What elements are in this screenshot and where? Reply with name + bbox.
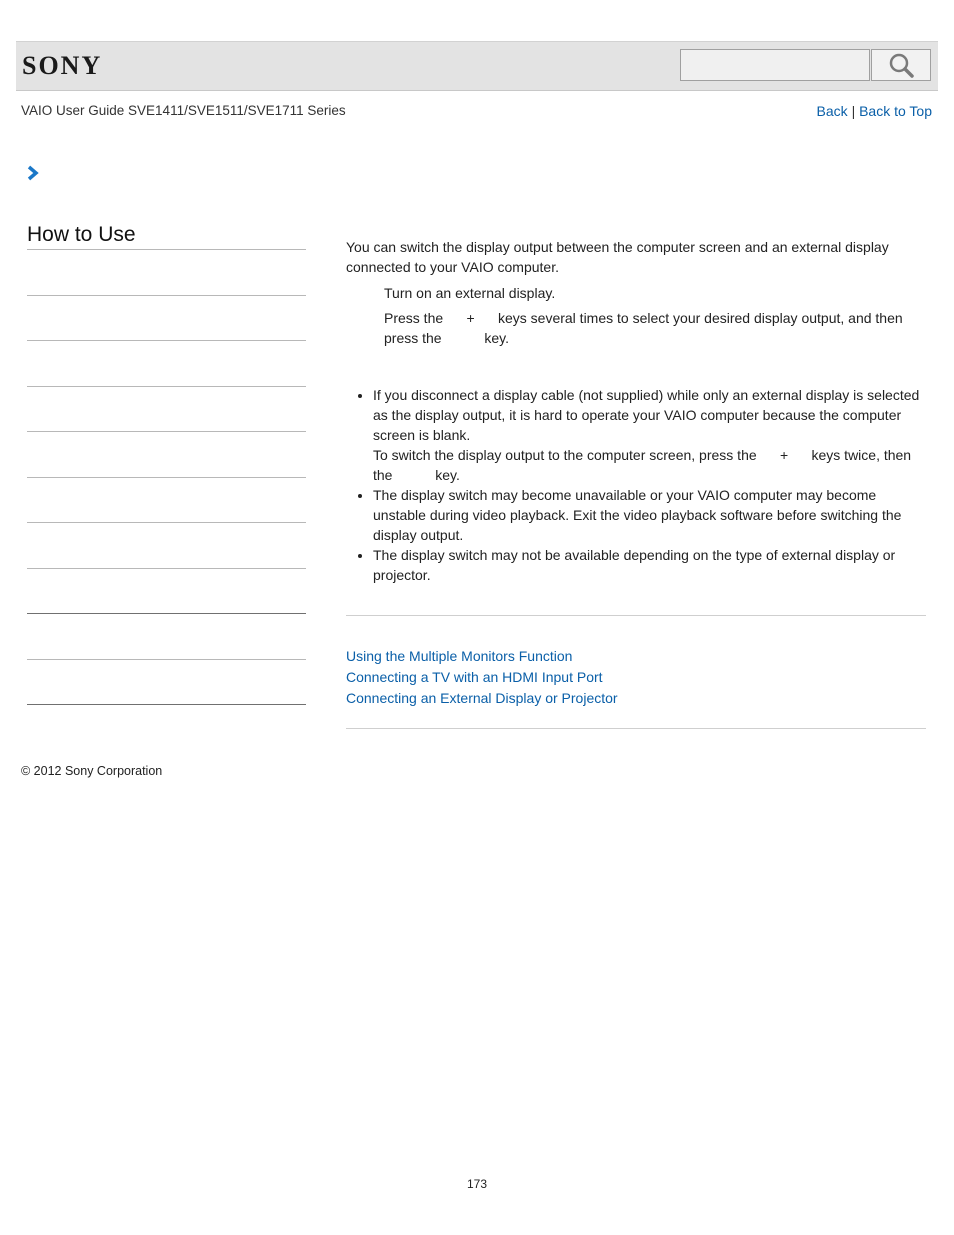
step-2: Press the + keys several times to select your desired display output, and then press the key.	[384, 310, 907, 346]
search-icon	[888, 52, 914, 78]
related-links	[346, 646, 618, 709]
sidebar-divider	[27, 522, 306, 523]
chevron-right-icon[interactable]	[26, 165, 40, 181]
main-content	[346, 237, 926, 346]
link-separator: |	[851, 103, 856, 119]
search-button[interactable]	[871, 49, 931, 81]
related-link-hdmi-tv[interactable]: Connecting a TV with an HDMI Input Port	[346, 669, 603, 685]
note-item: • The display switch may not be available depending on the type of external display or projector.	[373, 545, 926, 585]
sidebar-divider	[27, 249, 306, 250]
top-links	[817, 103, 932, 119]
sidebar-divider	[27, 295, 306, 296]
section-divider	[346, 728, 926, 729]
note-item	[373, 385, 926, 485]
sony-logo: SONY	[22, 51, 103, 80]
note-item: • The display switch may become unavailable or your VAIO computer may become unstable during video playback. Exit the video playback software before switching the display output.	[373, 485, 926, 545]
sidebar-divider	[27, 431, 306, 432]
intro-text: You can switch the display output between the computer screen and an external display connected to your VAIO computer.	[346, 239, 889, 275]
search-input[interactable]	[680, 49, 870, 81]
sidebar-divider	[27, 704, 306, 705]
sidebar-heading: How to Use	[27, 223, 136, 246]
sidebar-divider	[27, 659, 306, 660]
header-bar	[16, 41, 938, 91]
back-link[interactable]: Back	[816, 103, 848, 119]
copyright: © 2012 Sony Corporation	[21, 764, 163, 778]
section-divider	[346, 615, 926, 616]
sidebar-divider	[27, 386, 306, 387]
note-text: If you disconnect a display cable (not supplied) while only an external display is selected as the display output, it is hard to operate your VAIO computer because the computer screen is blank.	[373, 387, 920, 443]
sidebar-divider	[27, 568, 306, 569]
sidebar-divider	[27, 477, 306, 478]
related-link-external-display[interactable]: Connecting an External Display or Projector	[346, 690, 618, 706]
step-1: Turn on an external display.	[384, 285, 556, 301]
note-text: To switch the display output to the computer screen, press the + keys twice, then the key.	[373, 447, 915, 483]
back-to-top-link[interactable]: Back to Top	[859, 103, 932, 119]
guide-title: VAIO User Guide SVE1411/SVE1511/SVE1711 Series	[21, 103, 346, 118]
related-link-multiple-monitors[interactable]: Using the Multiple Monitors Function	[346, 648, 573, 664]
page-number: 173	[466, 1177, 488, 1191]
sidebar-divider	[27, 340, 306, 341]
notes-section	[346, 385, 926, 585]
sidebar-divider	[27, 613, 306, 614]
